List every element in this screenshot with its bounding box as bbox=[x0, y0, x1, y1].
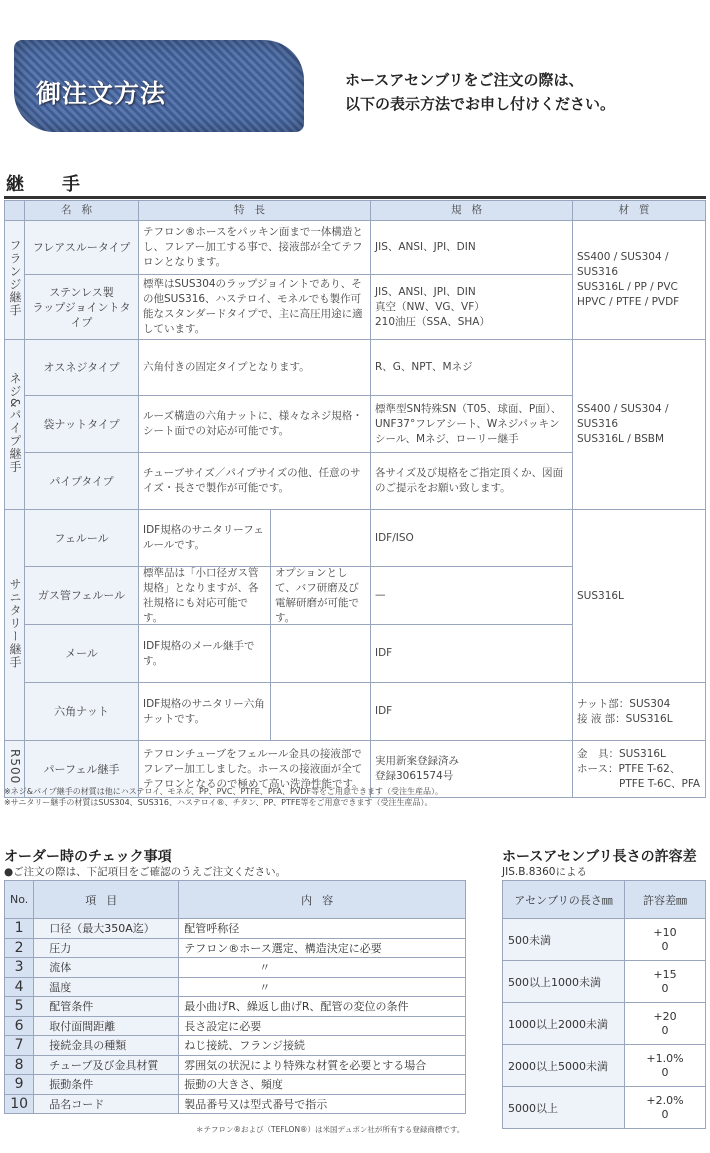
table-row: 500未満 +10 0 bbox=[503, 919, 706, 961]
fitting-spec: 実用新案登録済み 登録3061574号 bbox=[371, 741, 573, 798]
table-row: 5000以上 +2.0% 0 bbox=[503, 1087, 706, 1129]
material-perfel: 金 具：SUS316L ホース：PTFE T-62、 PTFE T-6C、PFA bbox=[573, 741, 706, 798]
fitting-name: ガス管フェルール bbox=[25, 567, 139, 625]
material-hexnut: ナット部：SUS304 接 液 部：SUS316L bbox=[573, 683, 706, 741]
fittings-divider bbox=[4, 196, 706, 199]
category-flange: フランジ継手 bbox=[5, 221, 25, 340]
intro-line-2: 以下の表示方法でお申し付けください。 bbox=[345, 95, 616, 113]
table-row: 6 取付面間距離 長さ設定に必要 bbox=[5, 1016, 466, 1036]
fitting-spec: IDF bbox=[371, 683, 573, 741]
table-row bbox=[5, 340, 706, 396]
fitting-feature: IDF規格のサニタリーフェルールです。 bbox=[139, 510, 271, 566]
fitting-name: フレアスルータイプ bbox=[25, 221, 139, 275]
fitting-name: パイプタイプ bbox=[25, 453, 139, 510]
order-title: オーダー時のチェック事項 bbox=[4, 849, 172, 865]
tolerance-subtitle: JIS.B.8360による bbox=[502, 866, 587, 878]
fitting-spec: — bbox=[371, 567, 573, 625]
fitting-feature: IDF規格のメール継手です。 bbox=[139, 625, 271, 682]
material-thread: SS400 / SUS304 / SUS316 SUS316L / BSBM bbox=[573, 340, 706, 510]
table-row bbox=[5, 221, 706, 275]
table-row: 2 圧力 テフロン®ホース選定、構造決定に必要 bbox=[5, 938, 466, 958]
fittings-header-row bbox=[5, 201, 706, 221]
order-subtitle: ●ご注文の際は、下記項目をご確認のうえご注文ください。 bbox=[4, 866, 287, 878]
header-material: 材質 bbox=[573, 201, 706, 221]
table-row: 1 口径（最大350A迄） 配管呼称径 bbox=[5, 919, 466, 939]
fitting-spec: IDF/ISO bbox=[371, 510, 573, 567]
fitting-spec: IDF bbox=[371, 625, 573, 683]
table-row bbox=[5, 683, 706, 741]
tolerance-title: ホースアセンブリ長さの許容差 bbox=[502, 849, 697, 865]
fitting-spec: JIS、ANSI、JPI、DIN bbox=[371, 221, 573, 275]
header-tolerance: 許容差㎜ bbox=[625, 881, 706, 919]
table-row: 10 品名コード 製品番号又は型式番号で指示 bbox=[5, 1094, 466, 1114]
header-content: 内容 bbox=[179, 881, 466, 919]
fitting-spec: JIS、ANSI、JPI、DIN 真空（NW、VG、VF） 210油圧（SSA、SHA） bbox=[371, 275, 573, 340]
fittings-title: 継 手 bbox=[6, 174, 90, 195]
header-length: アセンブリの長さ㎜ bbox=[503, 881, 625, 919]
table-row: 4 温度 〃 bbox=[5, 977, 466, 997]
note-line: ※サニタリー継手の材質はSUS304、SUS316、ハステロイ®、チタン、PP、PTFE等をご用意できます（受注生産品）。 bbox=[4, 798, 433, 807]
table-row: 500以上1000未満 +15 0 bbox=[503, 961, 706, 1003]
fitting-feature: IDF規格のサニタリー六角ナットです。 bbox=[139, 683, 271, 740]
table-row: 9 振動条件 振動の大きさ、頻度 bbox=[5, 1075, 466, 1095]
category-sanitary: サニタリー継手 bbox=[5, 510, 25, 741]
fitting-spec: 標準型SN特殊SN（T05、球面、P面）、UNF37°フレアシート、Wネジパッキンシール、Mネジ、ローリー継手 bbox=[371, 396, 573, 453]
fitting-name: メール bbox=[25, 625, 139, 683]
material-flange: SS400 / SUS304 / SUS316 SUS316L / PP / PVC HPVC / PTFE / PVDF bbox=[573, 221, 706, 340]
trademark-footnote: ＊テフロン®および（TEFLON®）は米国デュポン社が所有する登録商標です。 bbox=[196, 1125, 465, 1134]
category-thread: ネジ&パイプ継手 bbox=[5, 340, 25, 510]
table-row: 3 流体 〃 bbox=[5, 958, 466, 978]
table-row: 7 接続金具の種類 ねじ接続、フランジ接続 bbox=[5, 1036, 466, 1056]
fitting-feature: ルーズ構造の六角ナットに、様々なネジ規格・シート面での対応が可能です。 bbox=[139, 396, 371, 453]
table-row: 1000以上2000未満 +20 0 bbox=[503, 1003, 706, 1045]
fitting-feature: チューブサイズ／パイプサイズの他、任意のサイズ・長さで製作が可能です。 bbox=[139, 453, 371, 510]
intro-text bbox=[345, 68, 615, 116]
fitting-spec: R、G、NPT、Mネジ bbox=[371, 340, 573, 396]
fitting-name: パーフェル継手 bbox=[25, 741, 139, 798]
intro-line-1: ホースアセンブリをご注文の際は、 bbox=[345, 71, 584, 89]
fitting-name: フェルール bbox=[25, 510, 139, 567]
header-item: 項目 bbox=[34, 881, 179, 919]
fitting-name: ステンレス製 ラップジョイントタイプ bbox=[25, 275, 139, 340]
header-feature: 特長 bbox=[139, 201, 371, 221]
fitting-feature: 標準はSUS304のラップジョイントであり、その他SUS316、ハステロイ、モネルでも製作可能なスタンダードタイプで、主に高圧用途に適しています。 bbox=[139, 275, 371, 340]
table-row: 2000以上5000未満 +1.0% 0 bbox=[503, 1045, 706, 1087]
fitting-name: 袋ナットタイプ bbox=[25, 396, 139, 453]
order-header-row bbox=[5, 881, 466, 919]
fitting-feature: テフロンチューブをフェルール金具の接液部でフレアー加工しました。ホースの接液面が全てテフロンとなるので極めて高い洗浄性能です。 bbox=[139, 741, 371, 798]
table-row: 5 配管条件 最小曲げR、繰返し曲げR、配管の変位の条件 bbox=[5, 997, 466, 1017]
fitting-name: オスネジタイプ bbox=[25, 340, 139, 396]
fittings-table bbox=[4, 200, 706, 798]
note-line: ※ネジ&パイプ継手の材質は他にハステロイ、モネル、PP、PVC、PTFE、PFA、PVDF等をご用意できます（受注生産品）。 bbox=[4, 787, 444, 796]
header-name: 名称 bbox=[25, 201, 139, 221]
tolerance-header-row bbox=[503, 881, 706, 919]
fitting-feature: 標準品は「小口径ガス管規格」となりますが、各社規格にも対応可能です。 bbox=[139, 567, 271, 624]
order-checklist-table bbox=[4, 880, 466, 1114]
sanitary-option: オプションとして、バフ研磨及び電解研磨が可能です。 bbox=[275, 566, 359, 624]
banner-title: 御注文方法 bbox=[36, 79, 167, 108]
fitting-feature: テフロン®ホースをパッキン面まで一体構造とし、フレアー加工する事で、接液部が全てテフロンとなります。 bbox=[139, 221, 371, 275]
header-no: No. bbox=[5, 881, 34, 919]
header-spec: 規格 bbox=[371, 201, 573, 221]
category-r500: R500 bbox=[5, 741, 25, 798]
fitting-spec: 各サイズ及び規格をご指定頂くか、図面のご提示をお願い致します。 bbox=[371, 453, 573, 510]
table-row: 8 チューブ及び金具材質 雰囲気の状況により特殊な材質を必要とする場合 bbox=[5, 1055, 466, 1075]
tolerance-table bbox=[502, 880, 706, 1129]
fitting-name: 六角ナット bbox=[25, 683, 139, 741]
material-sanitary: SUS316L bbox=[573, 510, 706, 683]
fitting-feature: 六角付きの固定タイプとなります。 bbox=[139, 340, 371, 396]
fittings-notes bbox=[4, 786, 443, 808]
table-row bbox=[5, 510, 706, 567]
